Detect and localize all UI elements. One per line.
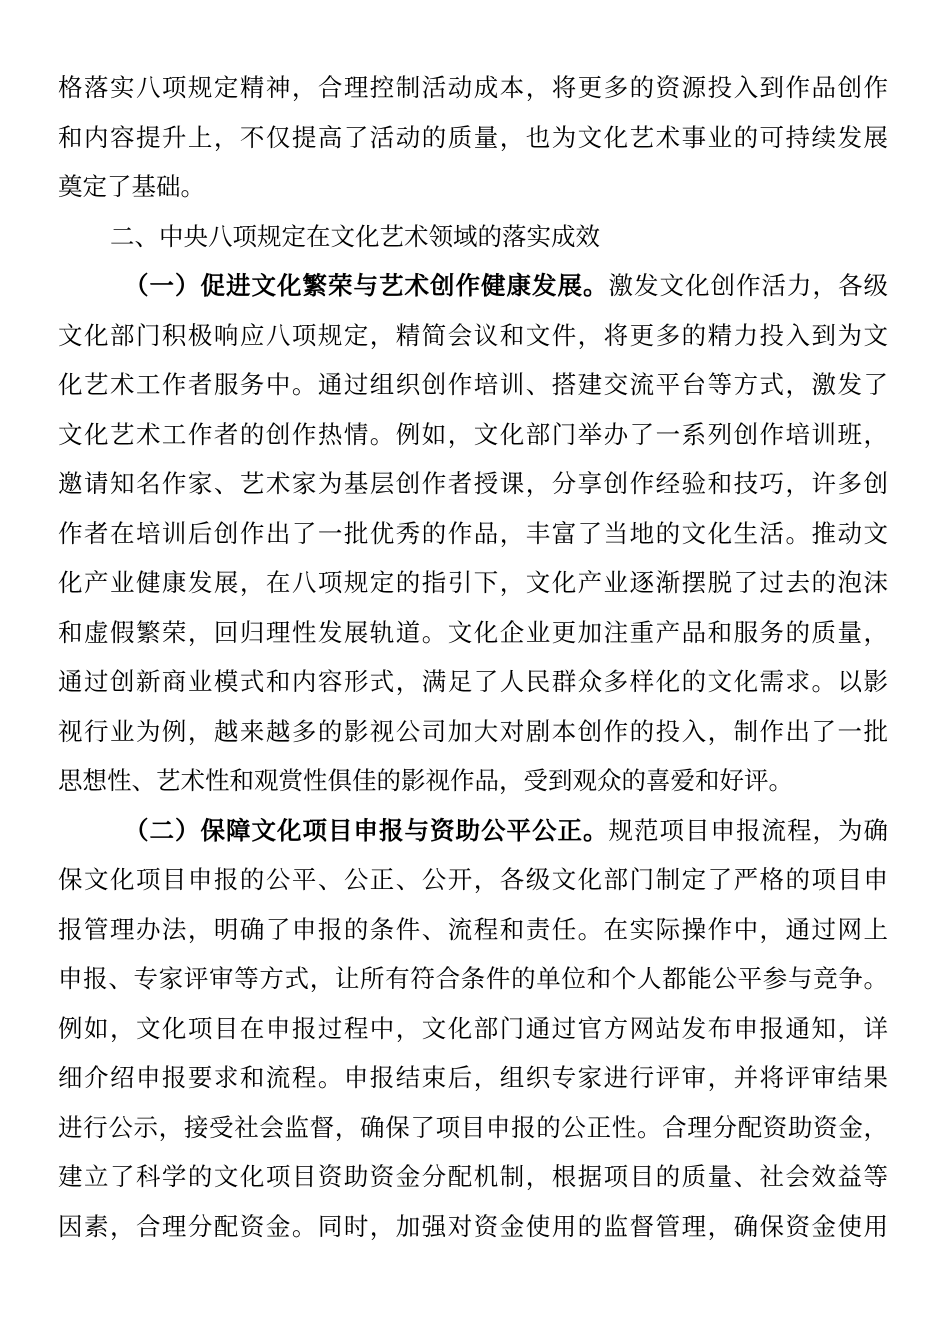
body-line: 视行业为例，越来越多的影视公司加大对剧本创作的投入，制作出了一批: [58, 716, 888, 746]
body-text: 激发文化创作活力，各级: [608, 271, 888, 300]
body-line: 因素，合理分配资金。同时，加强对资金使用的监督管理，确保资金使用: [58, 1211, 888, 1241]
subsection-first-line: [58, 261, 888, 311]
subsection-title: （二）保障文化项目申报与资助公平公正。: [124, 815, 609, 845]
body-line: 邀请知名作家、艺术家为基层创作者授课，分享创作经验和技巧，许多创: [58, 469, 888, 498]
body-line: 化艺术工作者服务中。通过组织创作培训、搭建交流平台等方式，激发了: [58, 370, 888, 399]
body-line: 申报、专家评审等方式，让所有符合条件的单位和个人都能公平参与竞争。: [58, 964, 888, 993]
body-line: 进行公示，接受社会监督，确保了项目申报的公正性。合理分配资助资金，: [58, 1112, 888, 1142]
body-line: 通过创新商业模式和内容形式，满足了人民群众多样化的文化需求。以影: [58, 667, 888, 696]
body-line: 思想性、艺术性和观赏性俱佳的影视作品，受到观众的喜爱和好评。: [58, 766, 793, 795]
body-line: 化产业健康发展，在八项规定的指引下，文化产业逐渐摆脱了过去的泡沫: [58, 568, 888, 597]
section-heading: 二、中央八项规定在文化艺术领域的落实成效: [110, 221, 600, 251]
body-line: 奠定了基础。: [58, 172, 205, 201]
body-line: 文化部门积极响应八项规定，精简会议和文件，将更多的精力投入到为文: [58, 320, 888, 350]
subsection-title: （一）促进文化繁荣与艺术创作健康发展。: [124, 271, 609, 300]
body-line: 文化艺术工作者的创作热情。例如，文化部门举办了一系列创作培训班，: [58, 419, 888, 449]
subsection-first-line: [58, 806, 888, 856]
body-line: 保文化项目申报的公平、公正、公开，各级文化部门制定了严格的项目申: [58, 865, 888, 894]
body-line: 建立了科学的文化项目资助资金分配机制，根据项目的质量、社会效益等: [58, 1162, 888, 1191]
body-line: 例如，文化项目在申报过程中，文化部门通过官方网站发布申报通知，详: [58, 1013, 888, 1043]
body-line: 作者在培训后创作出了一批优秀的作品，丰富了当地的文化生活。推动文: [58, 518, 888, 548]
document-page: [58, 63, 888, 1251]
body-line: 格落实八项规定精神，合理控制活动成本，将更多的资源投入到作品创作: [58, 73, 888, 102]
body-line: 和内容提升上，不仅提高了活动的质量，也为文化艺术事业的可持续发展: [58, 122, 888, 152]
body-line: 和虚假繁荣，回归理性发展轨道。文化企业更加注重产品和服务的质量，: [58, 617, 888, 647]
body-line: 细介绍申报要求和流程。申报结束后，组织专家进行评审，并将评审结果: [58, 1063, 888, 1092]
body-text: 规范项目申报流程，为确: [608, 815, 888, 845]
body-line: 报管理办法，明确了申报的条件、流程和责任。在实际操作中，通过网上: [58, 914, 888, 944]
